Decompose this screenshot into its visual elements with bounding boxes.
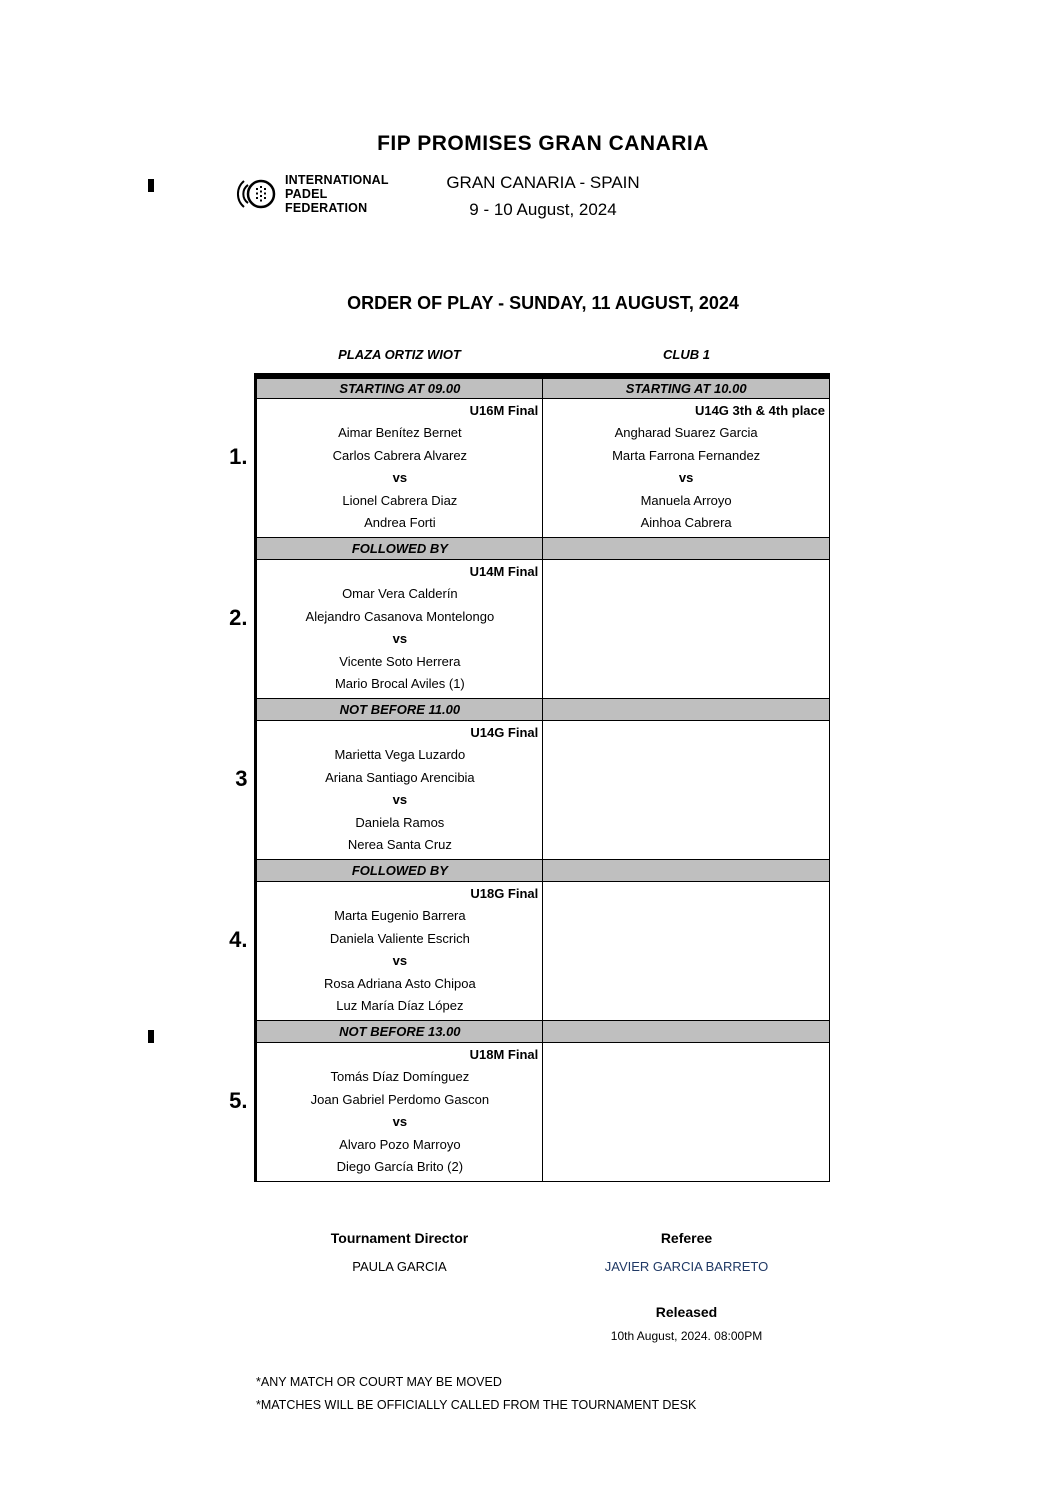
match-cell-right [543, 398, 830, 537]
referee-block [543, 1230, 830, 1274]
match-cell-left [256, 881, 543, 1020]
player-name: Angharad Suarez Garcia [614, 425, 758, 440]
court-headers [256, 347, 830, 362]
player-name: Carlos Cabrera Alvarez [332, 447, 468, 463]
match-category: U18G Final [470, 885, 539, 901]
player-name: Nerea Santa Cruz [347, 837, 452, 852]
logo-line-3: FEDERATION [285, 201, 368, 215]
match-cell-left [256, 720, 543, 859]
schedule-table [216, 373, 830, 1182]
player-name: Ainhoa Cabrera [640, 515, 732, 530]
section-header-right [543, 537, 830, 559]
footnotes [256, 1375, 830, 1412]
tournament-dates: 9 - 10 August, 2024 [469, 200, 617, 219]
match-cell-right-empty [543, 559, 830, 698]
player-name: Lionel Cabrera Diaz [342, 492, 458, 508]
match-number: 2. [229, 604, 248, 630]
vs-label: vs [392, 1114, 408, 1129]
released-label: Released [655, 1303, 718, 1320]
player-name: Aimar Benítez Bernet [338, 425, 462, 440]
section-header-left: NOT BEFORE 11.00 [256, 698, 543, 720]
player-name: Joan Gabriel Perdomo Gascon [310, 1091, 490, 1107]
section-header-right [543, 698, 830, 720]
logo-line-1: INTERNATIONAL [285, 173, 389, 187]
player-name: Ariana Santiago Arencibia [325, 769, 475, 785]
match-number: 5. [229, 1087, 248, 1113]
tournament-director-name: PAULA GARCIA [352, 1258, 447, 1274]
match-category: U16M Final [469, 402, 539, 418]
player-name: Marta Farrona Fernandez [612, 447, 761, 463]
section-header-right [543, 859, 830, 881]
player-name: Daniela Valiente Escrich [329, 930, 470, 946]
officials-row [256, 1230, 830, 1274]
match-category: U14G 3th & 4th place [694, 402, 825, 418]
match-cell-right-empty [543, 720, 830, 859]
player-name: Mario Brocal Aviles (1) [334, 676, 465, 691]
federation-logo [232, 171, 389, 217]
document-content [216, 0, 830, 1412]
logo-line-2: PADEL [285, 187, 328, 201]
player-name: Marietta Vega Luzardo [334, 747, 466, 762]
match-cell-right-empty [543, 881, 830, 1020]
player-name: Alejandro Casanova Montelongo [305, 608, 495, 624]
match-row [216, 559, 830, 698]
document-subheader [216, 171, 830, 233]
match-cell-left [256, 398, 543, 537]
match-cell-right-empty [543, 1042, 830, 1181]
player-name: Andrea Forti [364, 515, 436, 530]
match-row [216, 881, 830, 1020]
section-header-right: STARTING AT 10.00 [543, 376, 830, 398]
section-row [216, 1020, 830, 1042]
section-row [216, 698, 830, 720]
section-header-left: STARTING AT 09.00 [256, 376, 543, 398]
match-cell-left [256, 1042, 543, 1181]
court-name-left: PLAZA ORTIZ WIOT [338, 347, 461, 362]
tournament-director-label: Tournament Director [330, 1229, 469, 1246]
player-name: Manuela Arroyo [640, 492, 732, 508]
section-header-left: FOLLOWED BY [256, 859, 543, 881]
federation-logo-text [285, 173, 389, 215]
footnote: *MATCHES WILL BE OFFICIALLY CALLED FROM THE TOURNAMENT DESK [256, 1397, 697, 1412]
player-name: Omar Vera Calderín [342, 586, 458, 601]
match-row [216, 720, 830, 859]
vs-label: vs [392, 631, 408, 646]
match-number: 4. [229, 926, 248, 952]
player-name: Diego García Brito (2) [336, 1159, 464, 1174]
player-name: Alvaro Pozo Marroyo [339, 1136, 461, 1152]
match-number: 3 [235, 765, 248, 791]
player-name: Vicente Soto Herrera [339, 653, 461, 669]
tournament-title: FIP PROMISES GRAN CANARIA [377, 132, 709, 155]
vs-label: vs [392, 953, 408, 968]
section-row [216, 376, 830, 398]
vs-label: vs [392, 792, 408, 807]
released-date: 10th August, 2024. 08:00PM [610, 1328, 763, 1343]
match-category: U18M Final [469, 1046, 539, 1062]
match-row [216, 1042, 830, 1181]
player-name: Marta Eugenio Barrera [334, 908, 466, 923]
order-of-play-title: ORDER OF PLAY - SUNDAY, 11 AUGUST, 2024 [347, 293, 739, 313]
referee-name: JAVIER GARCIA BARRETO [604, 1258, 769, 1274]
section-header-left: NOT BEFORE 13.00 [256, 1020, 543, 1042]
player-name: Rosa Adriana Asto Chipoa [323, 975, 476, 991]
referee-label: Referee [660, 1229, 713, 1246]
vs-label: vs [678, 470, 694, 485]
tournament-location: GRAN CANARIA - SPAIN [446, 173, 640, 192]
scan-mark [148, 1030, 154, 1043]
section-header-right [543, 1020, 830, 1042]
player-name: Luz María Díaz López [336, 998, 464, 1013]
player-name: Tomás Díaz Domínguez [330, 1069, 470, 1084]
player-name: Daniela Ramos [355, 814, 445, 830]
section-row [216, 537, 830, 559]
match-category: U14G Final [470, 724, 539, 740]
scan-mark [148, 179, 154, 192]
vs-label: vs [392, 470, 408, 485]
match-row [216, 398, 830, 537]
match-category: U14M Final [469, 563, 539, 579]
padel-ball-icon [232, 171, 278, 217]
footnote: *ANY MATCH OR COURT MAY BE MOVED [256, 1374, 502, 1389]
match-cell-left [256, 559, 543, 698]
tournament-director-block [256, 1230, 543, 1274]
released-row [256, 1304, 830, 1343]
released-block [543, 1304, 830, 1343]
court-name-right: CLUB 1 [663, 347, 710, 362]
section-header-left: FOLLOWED BY [256, 537, 543, 559]
section-row [216, 859, 830, 881]
match-number: 1. [229, 443, 248, 469]
